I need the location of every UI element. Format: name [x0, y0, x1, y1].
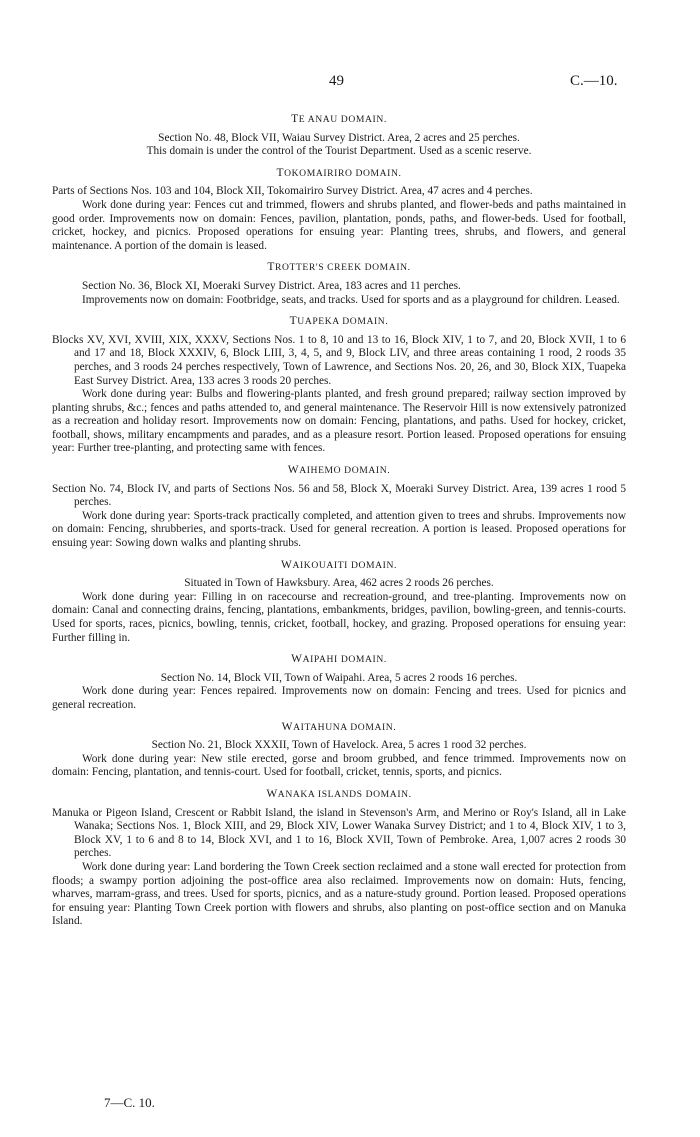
- document-reference: C.—10.: [570, 73, 618, 89]
- section-paragraph: Work done during year: Bulbs and flowering-plants planted, and fresh ground prepared; railway section improved by planting shrubs, &c.; fences and paths attended to, and general maintenance. The Reservoir Hill is now extensively patronized as a recreation and holiday resort. Improvements now on domain: Fencing, plantations, and paths. Used for hockey, cricket, football, shows, military encampments and parades, and as a pleasure resort. Portion leased. Proposed operations for ensuing year: Further tree-planting, and protecting same with fences.: [52, 388, 626, 455]
- section-te-anau: [52, 113, 626, 159]
- section-paragraph: Parts of Sections Nos. 103 and 104, Block XII, Tokomairiro Survey District. Area, 47 acres and 4 perches.: [52, 185, 533, 198]
- section-waitahuna: [52, 721, 626, 780]
- section-wanaka-islands: [52, 788, 626, 929]
- section-heading: WAIHEMO DOMAIN.: [287, 464, 391, 477]
- section-heading: WAIPAHI DOMAIN.: [291, 653, 387, 666]
- section-paragraph: Blocks XV, XVI, XVIII, XIX, XXXV, Sections Nos. 1 to 8, 10 and 13 to 16, Block XIV, 1 to 7, and 20, Block XVII, 1 to 6 and 17 and 18, Block XXXIV, 6, Block LIII, 3, 4, 5, and 9, Block LIV, and three areas containing 1 rood, 2 roods 35 perches, and 3 roods 24 perches respectively, Town of Lawrence, and Sections Nos. 20, 26, and 30, Block XIX, Tuapeka East Survey District. Area, 133 acres 3 roods 20 perches.: [52, 333, 626, 387]
- signature-mark: 7—C. 10.: [104, 1095, 155, 1110]
- section-paragraph: Situated in Town of Hawksbury. Area, 462 acres 2 roods 26 perches.: [184, 577, 494, 590]
- section-heading: WAIKOUAITI DOMAIN.: [281, 558, 397, 571]
- section-paragraph: Work done during year: Fences cut and trimmed, flowers and shrubs planted, and flower-beds and paths maintained in good order. Improvements now on domain: Fences, pavilion, plantation, ponds, paths, and flower-beds. Used for football, cricket, hockey, and picnics. Proposed operations for ensuing year: Planting trees, shrubs, and flowers, and general maintenance. A portion of the domain is leased.: [52, 198, 626, 252]
- section-paragraph: Work done during year: New stile erected, gorse and broom grubbed, and fence trimmed. Improvements now on domain: Fencing, plantation, and tennis-court. Used for football, cricket, tennis, sports, and picnics.: [52, 752, 626, 779]
- section-trotters-creek: [52, 261, 626, 307]
- section-waipahi: [52, 653, 626, 712]
- section-paragraph: Work done during year: Sports-track practically completed, and attention given to trees and shrubs. Improvements now on domain: Fencing, shrubberies, and sports-track. Used for general recreation. A portion is leased. Proposed operations for ensuing year: Sowing down walks and planting shrubs.: [52, 509, 626, 550]
- section-paragraph: Section No. 21, Block XXXII, Town of Havelock. Area, 5 acres 1 rood 32 perches.: [151, 739, 527, 752]
- section-paragraph: This domain is under the control of the Tourist Department. Used as a scenic reserve.: [146, 145, 532, 158]
- section-paragraph: Work done during year: Fences repaired. Improvements now on domain: Fencing and trees. Used for picnics and general recreation.: [52, 685, 626, 711]
- section-paragraph: Work done during year: Filling in on racecourse and recreation-ground, and tree-planting. Improvements now on domain: Canal and connecting drains, fencing, plantations, embankments, bridges, pavilion, bowling-green, and tennis-courts. Used for sports, races, picnics, bowling, tennis, cricket, football, hockey, and grazing. Proposed operations for ensuing year: Further filling in.: [52, 590, 626, 644]
- section-waihemo: [52, 464, 626, 551]
- page-number: 49: [329, 73, 344, 89]
- section-heading: WANAKA ISLANDS DOMAIN.: [266, 787, 412, 800]
- section-paragraph: Section No. 74, Block IV, and parts of Sections Nos. 56 and 58, Block X, Moeraki Survey District. Area, 139 acres 1 rood 5 perches.: [52, 482, 626, 509]
- section-heading: TROTTER'S CREEK DOMAIN.: [267, 261, 411, 274]
- section-waikouaiti: [52, 559, 626, 646]
- section-paragraph: Improvements now on domain: Footbridge, seats, and tracks. Used for sports and as a playground for children. Leased.: [82, 293, 620, 306]
- section-paragraph: Section No. 36, Block XI, Moeraki Survey District. Area, 183 acres and 11 perches.: [82, 279, 461, 292]
- section-heading: WAITAHUNA DOMAIN.: [281, 720, 397, 733]
- section-paragraph: Section No. 48, Block VII, Waiau Survey District. Area, 2 acres and 25 perches.: [158, 131, 520, 144]
- section-heading: TOKOMAIRIRO DOMAIN.: [276, 166, 402, 179]
- document-body: [52, 105, 626, 929]
- section-tokomairiro: [52, 167, 626, 254]
- section-heading: TUAPEKA DOMAIN.: [289, 315, 389, 328]
- section-paragraph: Manuka or Pigeon Island, Crescent or Rabbit Island, the island in Stevenson's Arm, and Merino or Roy's Island, all in Lake Wanaka; Sections Nos. 1, Block XIII, and 29, Block XIV, Lower Wanaka Survey District; and 1 to 4, Block XIV, 1 to 3, Block XV, 1 to 6 and 8 to 14, Block XVI, and 1 to 16, Block XVII, Town of Pembroke. Area, 1,007 acres 2 roods 30 perches.: [52, 806, 626, 860]
- section-tuapeka: [52, 315, 626, 456]
- section-heading: TE ANAU DOMAIN.: [291, 113, 387, 125]
- section-paragraph: Work done during year: Land bordering the Town Creek section reclaimed and a stone wall erected for protection from floods; a swampy portion adjoining the post-office area also reclaimed. Improvements now on domain: Huts, fencing, wharves, marram-grass, and trees. Used for sports, picnics, and as a nature-study ground. Portion leased. Proposed operations for ensuing year: Planting Town Creek portion with flowers and shrubs, also planting on post-office section and on Manuka Island.: [52, 860, 626, 928]
- section-paragraph: Section No. 14, Block VII, Town of Waipahi. Area, 5 acres 2 roods 16 perches.: [160, 671, 518, 684]
